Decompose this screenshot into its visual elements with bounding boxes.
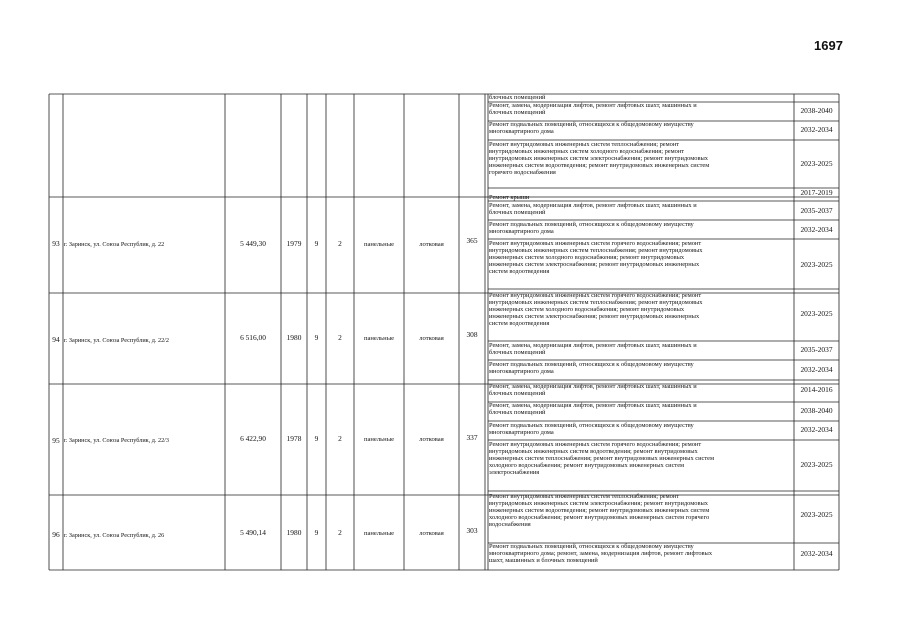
period-cell: 2014-2016 — [800, 385, 833, 394]
work-cell: Ремонт, замена, модернизация лифтов, ремонт лифтовых шахт, машинных и блочных помещений — [489, 342, 697, 357]
area-cell: 5 449,30 — [240, 239, 266, 248]
work-cell: Ремонт, замена, модернизация лифтов, ремонт лифтовых шахт, машинных и блочных помещений — [489, 383, 697, 398]
entrances-cell: 2 — [338, 333, 342, 342]
walls-cell: панельные — [363, 530, 395, 537]
work-cell: Ремонт, замена, модернизация лифтов, ремонт лифтовых шахт, машинных и блочных помещений — [489, 202, 697, 217]
year-cell: 1978 — [286, 434, 302, 443]
period-cell: 2032-2034 — [800, 225, 833, 234]
period-cell: 2017-2019 — [800, 188, 833, 197]
period-cell: 2032-2034 — [800, 549, 833, 558]
roof-cell: лотковая — [419, 436, 444, 443]
walls-cell: панельные — [363, 335, 395, 342]
walls-cell: панельные — [363, 241, 395, 248]
entrances-cell: 2 — [338, 528, 342, 537]
period-cell: 2032-2034 — [800, 125, 833, 134]
residents-cell: 365 — [466, 236, 478, 245]
floors-cell: 9 — [314, 333, 319, 342]
period-cell: 2023-2025 — [800, 260, 833, 269]
work-cell: Ремонт, замена, модернизация лифтов, ремонт лифтовых шахт, машинных и блочных помещений — [489, 102, 697, 117]
year-cell: 1979 — [286, 239, 302, 248]
roof-cell: лотковая — [419, 335, 444, 342]
work-cell: Ремонт подвальных помещений, относящихся к общедомовому имуществу многоквартирного дома — [489, 121, 694, 136]
roof-cell: лотковая — [419, 530, 444, 537]
year-cell: 1980 — [286, 333, 302, 342]
work-cell: Ремонт внутридомовых инженерных систем горячего водоснабжения; ремонт внутридомовых инженерных систем водоотведения; ремонт внутридомовых инженерных систем теплоснабжения; ремонт внутридомовых инженерных систем холодного водоснабжения; ремонт внутридомовых инженерных систем электроснабжения — [489, 441, 715, 477]
residents-cell: 308 — [466, 330, 478, 339]
residents-cell: 303 — [466, 526, 478, 535]
work-cell: Ремонт подвальных помещений, относящихся к общедомовому имуществу многоквартирного дома; ремонт, замена, модернизация лифтов, ремонт лифтовых шахт, машинных и блочных помещений — [489, 543, 713, 565]
area-cell: 5 490,14 — [240, 528, 266, 537]
entrances-cell: 2 — [338, 239, 342, 248]
period-cell: 2023-2025 — [800, 510, 833, 519]
page-number: 1697 — [814, 38, 843, 53]
work-cell: Ремонт внутридомовых инженерных систем теплоснабжения; ремонт внутридомовых инженерных систем электроснабжения; ремонт внутридомовых инженерных систем водоотведения; ремонт внутридомовых инженерных систем холодного водоснабжения; ремонт внутридомовых инженерных систем горячего водоснабжения — [489, 493, 710, 529]
entrances-cell: 2 — [338, 434, 342, 443]
work-cell: Ремонт крыши — [489, 194, 530, 201]
residents-cell: 337 — [466, 433, 478, 442]
work-cell: Ремонт подвальных помещений, относящихся к общедомовому имуществу многоквартирного дома — [489, 422, 694, 437]
period-cell: 2035-2037 — [800, 206, 833, 215]
floors-cell: 9 — [314, 434, 319, 443]
floors-cell: 9 — [314, 239, 319, 248]
period-cell: 2038-2040 — [800, 106, 833, 115]
row-number: 93 — [52, 239, 60, 248]
period-cell: 2035-2037 — [800, 345, 833, 354]
address-cell: г. Заринск, ул. Союза Республик, д. 22/3 — [64, 437, 169, 444]
period-cell: 2032-2034 — [800, 365, 833, 374]
period-cell: 2023-2025 — [800, 159, 833, 168]
work-cell: Ремонт подвальных помещений, относящихся к общедомовому имуществу многоквартирного дома — [489, 361, 694, 376]
area-cell: 6 516,00 — [240, 333, 266, 342]
work-cell: Ремонт внутридомовых инженерных систем горячего водоснабжения; ремонт внутридомовых инженерных систем теплоснабжения; ремонт внутридомовых инженерных систем холодного водоснабжения; ремонт внутридомовых инженерных систем электроснабжения; ремонт внутридомовых инженерных систем водоотведения — [489, 292, 703, 328]
work-cell: Ремонт, замена, модернизация лифтов, ремонт лифтовых шахт, машинных и блочных помещений — [489, 402, 697, 417]
period-cell: 2032-2034 — [800, 425, 833, 434]
work-cell: Ремонт внутридомовых инженерных систем теплоснабжения; ремонт внутридомовых инженерных систем холодного водоснабжения; ремонт внутридомовых инженерных систем электроснабжения; ремонт внутридомовых инженерных систем водоотведения; ремонт внутридомовых инженерных систем горячего водоснабжения — [489, 141, 710, 177]
work-cell: Ремонт внутридомовых инженерных систем горячего водоснабжения; ремонт внутридомовых инженерных систем теплоснабжения; ремонт внутридомовых инженерных систем холодного водоснабжения; ремонт внутридомовых инженерных систем электроснабжения; ремонт внутридомовых инженерных систем водоотведения — [489, 240, 703, 276]
floors-cell: 9 — [314, 528, 319, 537]
address-cell: г. Заринск, ул. Союза Республик, д. 26 — [64, 532, 165, 539]
area-cell: 6 422,90 — [240, 434, 266, 443]
work-cell: Ремонт подвальных помещений, относящихся к общедомовому имуществу многоквартирного дома — [489, 221, 694, 236]
row-number: 94 — [52, 335, 60, 344]
address-cell: г. Заринск, ул. Союза Республик, д. 22/2 — [64, 337, 169, 344]
period-cell: 2023-2025 — [800, 460, 833, 469]
row-number: 95 — [52, 436, 60, 445]
work-cell: блочных помещений — [489, 94, 546, 101]
row-number: 96 — [52, 530, 60, 539]
year-cell: 1980 — [286, 528, 302, 537]
period-cell: 2038-2040 — [800, 406, 833, 415]
period-cell: 2023-2025 — [800, 309, 833, 318]
roof-cell: лотковая — [419, 241, 444, 248]
walls-cell: панельные — [363, 436, 395, 443]
address-cell: г. Заринск, ул. Союза Республик, д. 22 — [64, 241, 165, 248]
